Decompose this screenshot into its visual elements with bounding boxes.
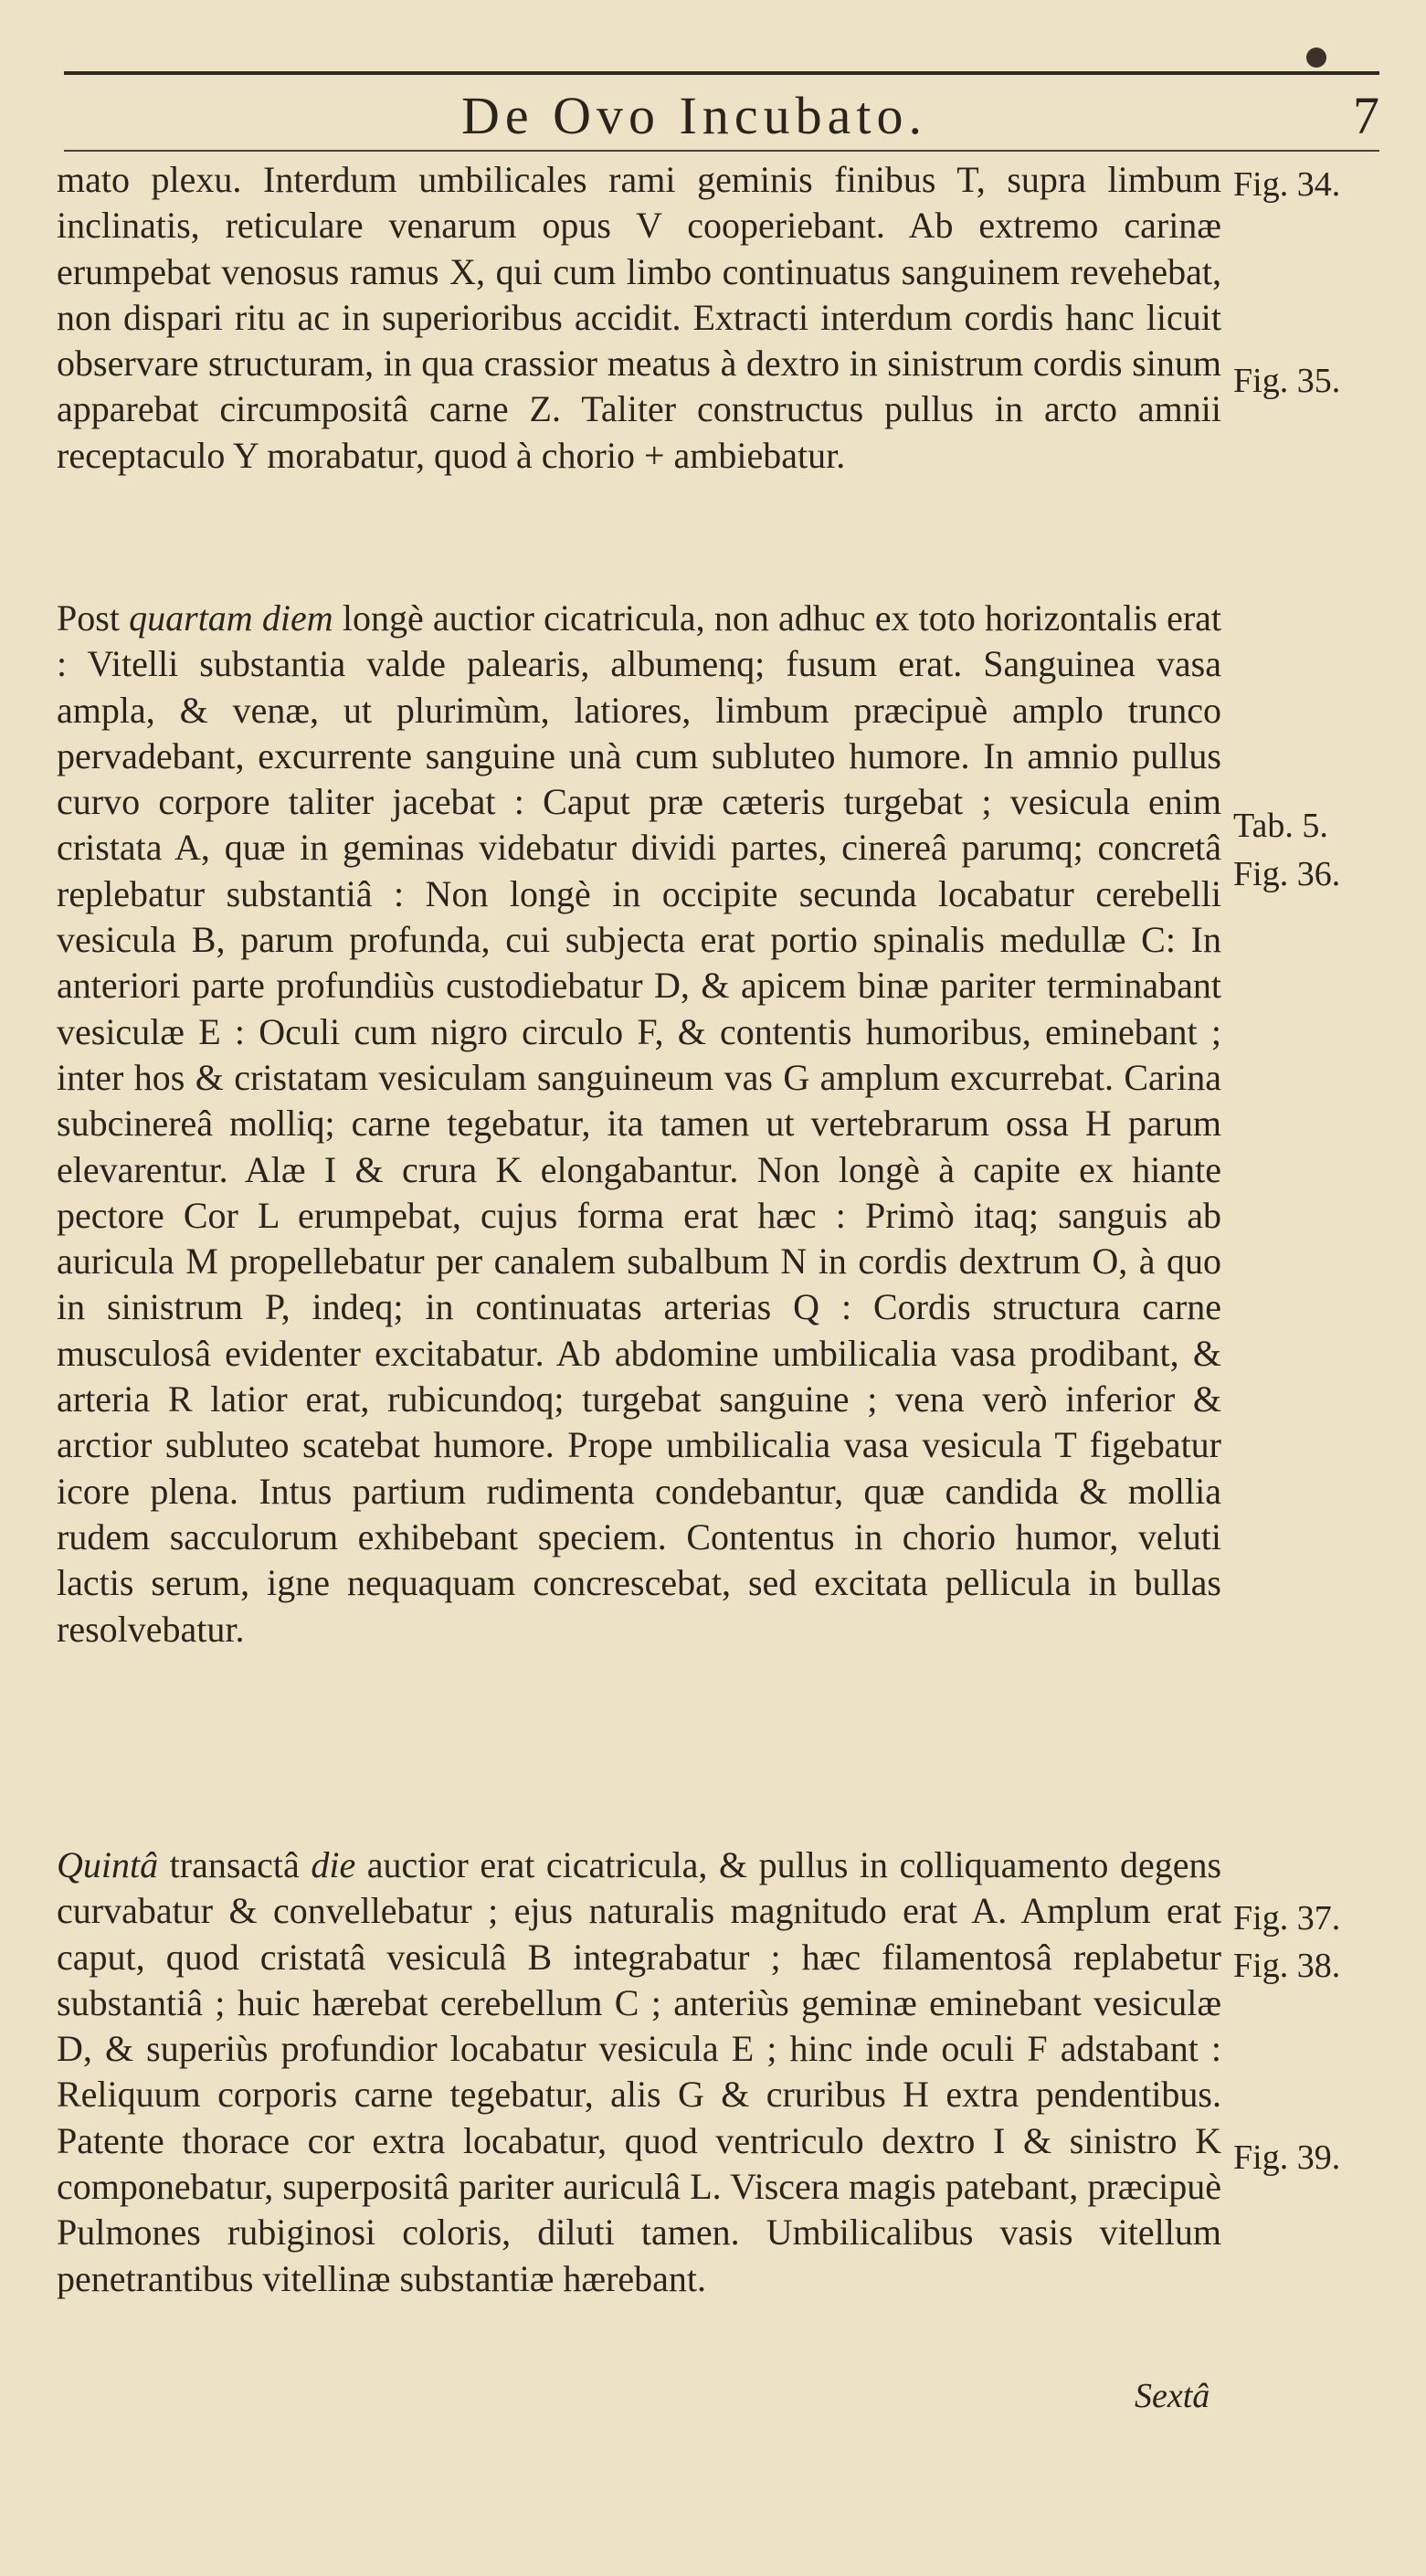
margin-note: Fig. 35.	[1233, 362, 1341, 400]
page-number: 7	[1353, 86, 1379, 145]
paragraph-lead-italic-2: die	[311, 1844, 356, 1885]
margin-note: Fig. 36.	[1233, 855, 1341, 893]
running-title: De Ovo Incubato.	[461, 86, 927, 145]
margin-note: Tab. 5.	[1233, 807, 1328, 845]
paragraph-body: auctior erat cicatricula, & pullus in colliquamento degens curvabatur & convellebatur ; ejus naturalis magnitudo erat A. Amplum erat caput, quod cristatâ vesiculâ B integrabatur ; hæc filamentosâ replabetur substantiâ ; huic hærebat cerebellum C ; anteriùs geminæ eminebant vesiculæ D, & superiùs profundior locabatur vesicula E ; hinc inde oculi F adstabant : Reliquum corporis carne tegebatur, alis G & cruribus H extra pendentibus. Patente thorace cor extra locabatur, quod ventriculo dextro I & sinistro K componebatur, superpositâ pariter auriculâ L. Viscera magis patebant, præcipuè Pulmones rubiginosi coloris, diluti tamen. Umbilicalibus vasis vitellum penetrantibus vitellinæ substantiæ hærebant.	[57, 1844, 1222, 2299]
paragraph-2	[57, 596, 1221, 1652]
margin-note: Fig. 34.	[1233, 165, 1341, 204]
paragraph-body: longè auctior cicatricula, non adhuc ex toto horizontalis erat : Vitelli substantia valde palearis, albumenq; fusum erat. Sanguinea vasa ampla, & venæ, ut plurimùm, latiores, limbum præcipuè amplo trunco pervadebant, excurrente sanguine unà cum subluteo humore. In amnio pullus curvo corpore taliter jacebat : Caput præ cæteris turgebat ; vesicula enim cristata A, quæ in geminas videbatur dividi partes, cinereâ parumq; concretâ replebatur substantiâ : Non longè in occipite secunda locabatur cerebelli vesicula B, parum profunda, cui subjecta erat portio spinalis medullæ C: In anteriori parte profundiùs custodiebatur D, & apicem binæ pariter terminabant vesiculæ E : Oculi cum nigro circulo F, & contentis humoribus, eminebant ; inter hos & cristatam vesiculam sanguineum vas G amplum excurrebat. Carina subcinereâ molliq; carne tegebatur, ita tamen ut vertebrarum ossa H parum elevarentur. Alæ I & crura K elongabantur. Non longè à capite ex hiante pectore Cor L erumpebat, cujus forma erat hæc : Primò itaq; sanguis ab auricula M propellebatur per canalem subalbum N in cordis dextrum O, à quo in sinistrum P, indeq; in continuatas arterias Q : Cordis structura carne musculosâ evidenter excitabatur. Ab abdomine umbilicalia vasa prodibant, & arteria R latior erat, rubicundoq; turgebat sanguine ; vena verò inferior & arctior subluteo scatebat humore. Prope umbilicalia vasa vesicula T figebatur icore plena. Intus partium rudimenta condebantur, quæ candida & mollia rudem sacculorum exhibebant speciem. Contentus in chorio humor, veluti lactis serum, igne nequaquam concrescebat, sed excitata pellicula in bullas resolvebatur.	[57, 597, 1222, 1650]
paragraph-1	[57, 157, 1221, 479]
top-rule	[64, 71, 1379, 75]
catchword: Sextâ	[1135, 2377, 1210, 2415]
margin-note: Fig. 38.	[1233, 1947, 1341, 1985]
paragraph-text	[57, 596, 1221, 1652]
paragraph-3	[57, 1842, 1221, 2302]
paragraph-lead: Post	[57, 597, 120, 639]
paragraph-lead-italic: quartam diem	[129, 597, 333, 639]
paragraph-text	[57, 1842, 1221, 2302]
ink-spot	[1306, 48, 1326, 68]
margin-note: Fig. 39.	[1233, 2138, 1341, 2177]
margin-note: Fig. 37.	[1233, 1899, 1341, 1937]
paragraph-lead-italic: Quintâ	[57, 1844, 159, 1885]
paragraph-lead: transactâ	[169, 1844, 300, 1885]
header-rule	[64, 150, 1379, 152]
paragraph-text: mato plexu. Interdum umbilicales rami geminis finibus T, supra limbum inclinatis, reticulare venarum opus V cooperiebant. Ab extremo carinæ erumpebat venosus ramus X, qui cum limbo continuatus sanguinem revehebat, non dispari ritu ac in superioribus accidit. Extracti interdum cordis hanc licuit observare structuram, in qua crassior meatus à dextro in sinistrum cordis sinum apparebat circumpositâ carne Z. Taliter constructus pullus in arcto amnii receptaculo Y morabatur, quod à chorio + ambiebatur.	[57, 159, 1221, 476]
page-header	[64, 84, 1379, 148]
